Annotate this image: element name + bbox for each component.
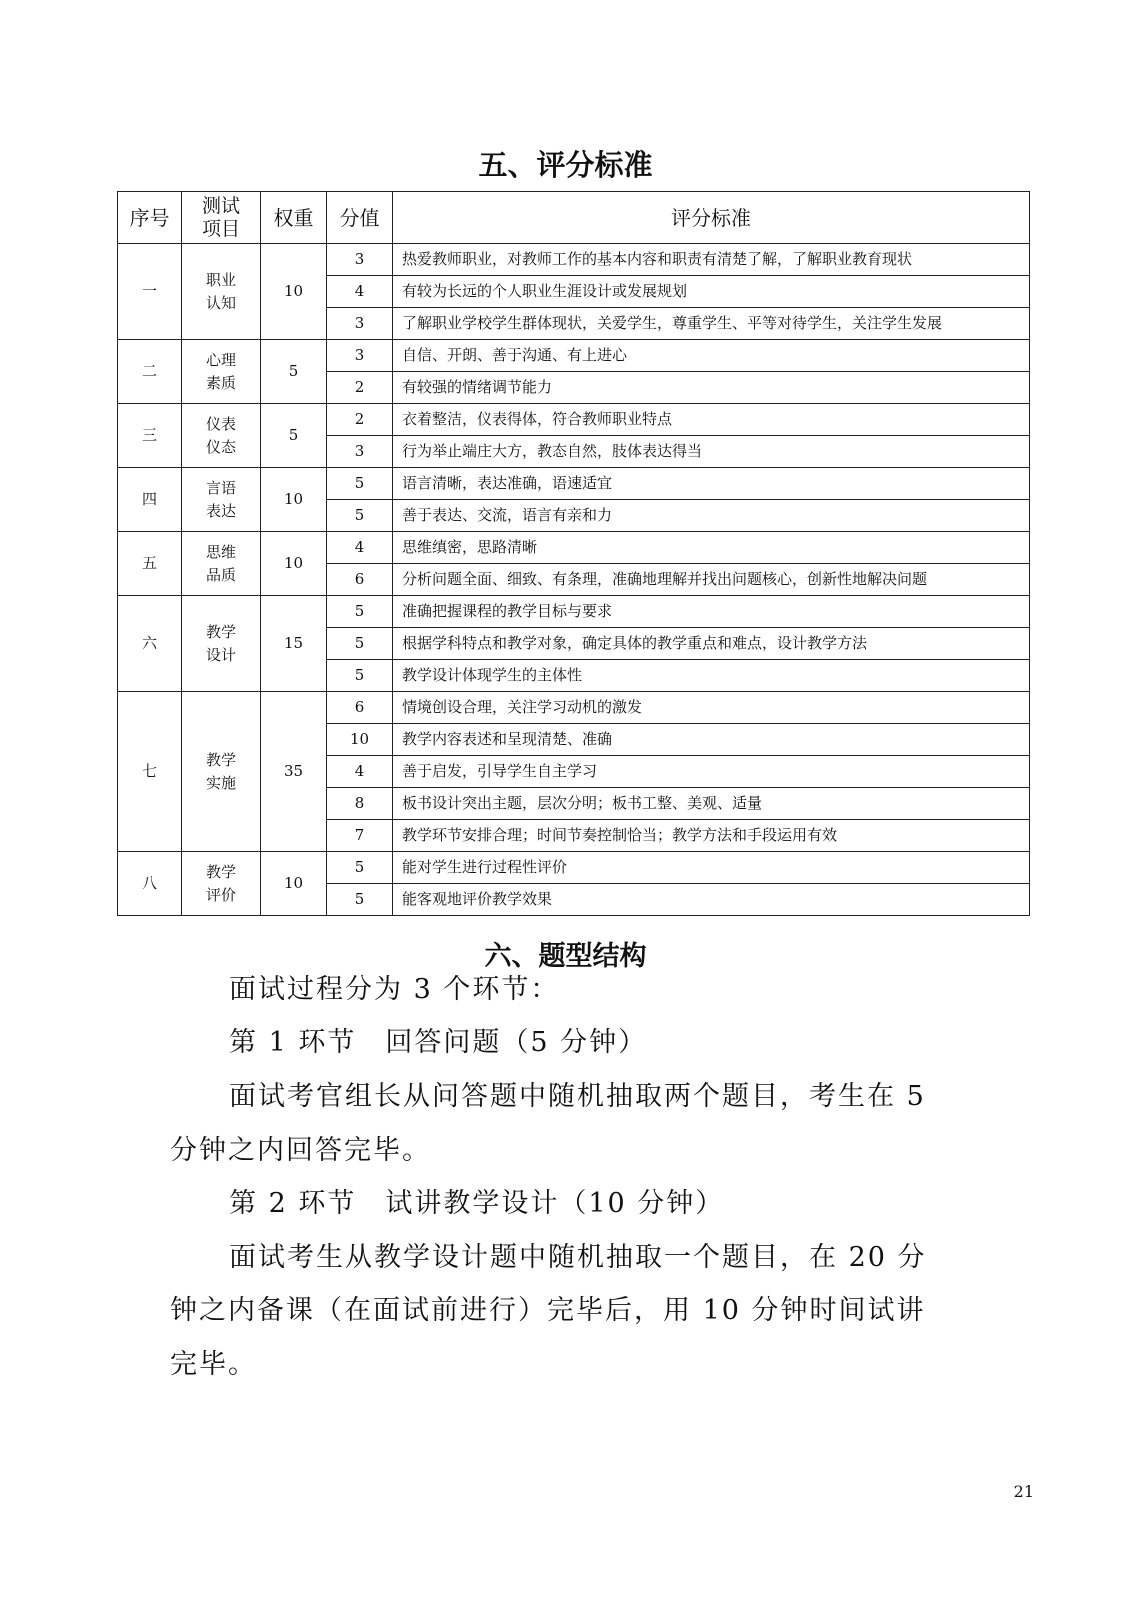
table-row	[118, 692, 1030, 724]
table-row	[118, 340, 1030, 372]
cell-seq: 二	[118, 340, 182, 404]
paragraph-stage1-body-cont: 分钟之内回答完毕。	[170, 1135, 431, 1166]
header-weight: 权重	[261, 192, 327, 244]
cell-score: 10	[327, 724, 393, 756]
cell-weight: 10	[261, 852, 327, 916]
cell-criteria: 善于表达、交流，语言有亲和力	[393, 500, 1030, 532]
cell-score: 5	[327, 468, 393, 500]
page-number: 21	[1013, 1482, 1034, 1501]
cell-criteria: 板书设计突出主题，层次分明；板书工整、美观、适量	[393, 788, 1030, 820]
cell-criteria: 了解职业学校学生群体现状，关爱学生，尊重学生、平等对待学生，关注学生发展	[393, 308, 1030, 340]
cell-criteria: 衣着整洁，仪表得体，符合教师职业特点	[393, 404, 1030, 436]
paragraph-stage2-body-end: 完毕。	[170, 1349, 257, 1380]
header-seq: 序号	[118, 192, 182, 244]
cell-score: 2	[327, 404, 393, 436]
cell-criteria: 自信、开朗、善于沟通、有上进心	[393, 340, 1030, 372]
cell-criteria: 思维缜密，思路清晰	[393, 532, 1030, 564]
table-body	[118, 244, 1030, 916]
cell-score: 4	[327, 276, 393, 308]
cell-score: 4	[327, 532, 393, 564]
cell-criteria: 热爱教师职业，对教师工作的基本内容和职责有清楚了解，了解职业教育现状	[393, 244, 1030, 276]
cell-score: 2	[327, 372, 393, 404]
cell-score: 5	[327, 500, 393, 532]
table-row	[118, 596, 1030, 628]
paragraph-intro: 面试过程分为 3 个环节：	[229, 974, 560, 1005]
table-row	[118, 852, 1030, 884]
cell-seq: 六	[118, 596, 182, 692]
cell-score: 3	[327, 436, 393, 468]
cell-score: 5	[327, 660, 393, 692]
cell-seq: 八	[118, 852, 182, 916]
section5-title: 五、评分标准	[478, 148, 653, 182]
cell-score: 5	[327, 884, 393, 916]
cell-criteria: 根据学科特点和教学对象，确定具体的教学重点和难点，设计教学方法	[393, 628, 1030, 660]
cell-score: 3	[327, 340, 393, 372]
cell-criteria: 情境创设合理，关注学习动机的激发	[393, 692, 1030, 724]
cell-criteria: 能对学生进行过程性评价	[393, 852, 1030, 884]
table-row	[118, 244, 1030, 276]
cell-weight: 10	[261, 244, 327, 340]
cell-test-item: 教学评价	[182, 852, 261, 916]
cell-test-item: 教学设计	[182, 596, 261, 692]
cell-test-item: 仪表仪态	[182, 404, 261, 468]
cell-score: 5	[327, 852, 393, 884]
paragraph-stage2-body: 面试考生从教学设计题中随机抽取一个题目，在 20 分	[229, 1242, 927, 1273]
cell-criteria: 语言清晰，表达准确，语速适宜	[393, 468, 1030, 500]
cell-score: 3	[327, 244, 393, 276]
section6-title: 六、题型结构	[484, 941, 647, 972]
cell-weight: 15	[261, 596, 327, 692]
cell-score: 6	[327, 692, 393, 724]
cell-criteria: 有较为长远的个人职业生涯设计或发展规划	[393, 276, 1030, 308]
cell-weight: 10	[261, 532, 327, 596]
cell-score: 8	[327, 788, 393, 820]
paragraph-stage2-body-cont: 钟之内备课（在面试前进行）完毕后，用 10 分钟时间试讲	[170, 1295, 926, 1326]
paragraph-stage2-heading: 第 2 环节 试讲教学设计（10 分钟）	[229, 1188, 725, 1219]
cell-seq: 一	[118, 244, 182, 340]
table-row	[118, 532, 1030, 564]
cell-criteria: 有较强的情绪调节能力	[393, 372, 1030, 404]
cell-score: 5	[327, 628, 393, 660]
scoring-table	[117, 191, 1030, 916]
cell-criteria: 善于启发，引导学生自主学习	[393, 756, 1030, 788]
cell-seq: 四	[118, 468, 182, 532]
cell-weight: 10	[261, 468, 327, 532]
cell-criteria: 教学设计体现学生的主体性	[393, 660, 1030, 692]
header-item: 测试项目	[182, 192, 261, 244]
cell-test-item: 言语表达	[182, 468, 261, 532]
cell-test-item: 教学实施	[182, 692, 261, 852]
table-header-row	[118, 192, 1030, 244]
table-row	[118, 404, 1030, 436]
cell-criteria: 教学环节安排合理；时间节奏控制恰当；教学方法和手段运用有效	[393, 820, 1030, 852]
paragraph-stage1-heading: 第 1 环节 回答问题（5 分钟）	[229, 1027, 648, 1058]
cell-score: 5	[327, 596, 393, 628]
cell-criteria: 教学内容表述和呈现清楚、准确	[393, 724, 1030, 756]
cell-score: 3	[327, 308, 393, 340]
paragraph-stage1-body: 面试考官组长从问答题中随机抽取两个题目，考生在 5	[229, 1081, 926, 1112]
table-row	[118, 468, 1030, 500]
cell-seq: 五	[118, 532, 182, 596]
header-criteria: 评分标准	[393, 192, 1030, 244]
cell-test-item: 心理素质	[182, 340, 261, 404]
cell-test-item: 思维品质	[182, 532, 261, 596]
cell-score: 4	[327, 756, 393, 788]
cell-score: 7	[327, 820, 393, 852]
cell-criteria: 准确把握课程的教学目标与要求	[393, 596, 1030, 628]
cell-weight: 5	[261, 404, 327, 468]
cell-seq: 三	[118, 404, 182, 468]
cell-weight: 35	[261, 692, 327, 852]
cell-weight: 5	[261, 340, 327, 404]
header-score: 分值	[327, 192, 393, 244]
cell-criteria: 分析问题全面、细致、有条理，准确地理解并找出问题核心，创新性地解决问题	[393, 564, 1030, 596]
cell-test-item: 职业认知	[182, 244, 261, 340]
cell-criteria: 能客观地评价教学效果	[393, 884, 1030, 916]
cell-score: 6	[327, 564, 393, 596]
cell-criteria: 行为举止端庄大方，教态自然，肢体表达得当	[393, 436, 1030, 468]
cell-seq: 七	[118, 692, 182, 852]
